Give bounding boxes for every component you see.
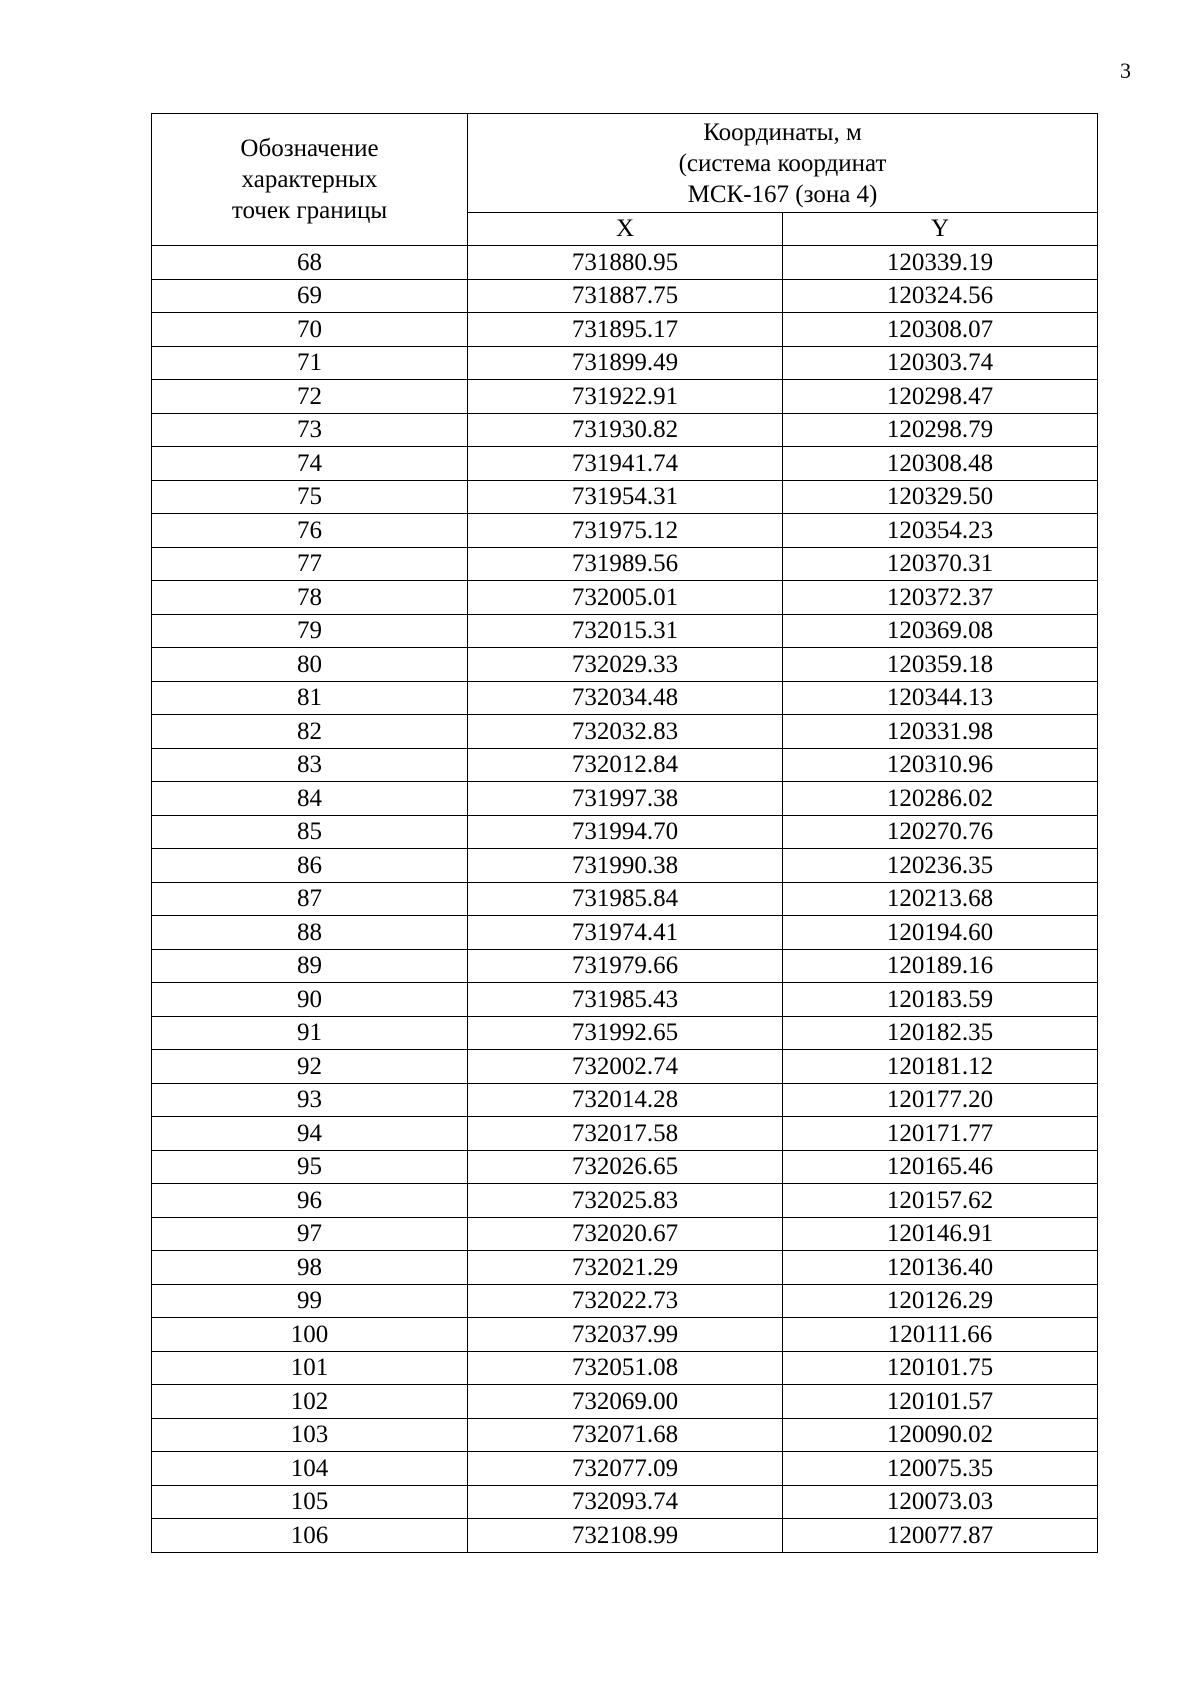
x-coordinate-cell: 731930.82 <box>468 413 783 447</box>
y-coordinate-cell: 120310.96 <box>783 748 1098 782</box>
y-coordinate-cell: 120286.02 <box>783 782 1098 816</box>
y-coordinate-cell: 120324.56 <box>783 279 1098 313</box>
point-cell: 81 <box>152 681 468 715</box>
x-coordinate-cell: 731975.12 <box>468 514 783 548</box>
y-coordinate-cell: 120111.66 <box>783 1318 1098 1352</box>
point-cell: 95 <box>152 1150 468 1184</box>
y-coordinate-cell: 120236.35 <box>783 849 1098 883</box>
y-coordinate-cell: 120354.23 <box>783 514 1098 548</box>
table-row <box>152 916 1098 950</box>
x-coordinate-cell: 732071.68 <box>468 1418 783 1452</box>
point-cell: 90 <box>152 983 468 1017</box>
coordinates-header-line: Координаты, м <box>703 118 862 146</box>
x-coordinate-cell: 731985.43 <box>468 983 783 1017</box>
y-coordinate-cell: 120369.08 <box>783 614 1098 648</box>
table-row <box>152 1083 1098 1117</box>
table-row <box>152 447 1098 481</box>
point-cell: 105 <box>152 1485 468 1519</box>
point-cell: 102 <box>152 1385 468 1419</box>
table-row <box>152 1150 1098 1184</box>
x-coordinate-cell: 731989.56 <box>468 547 783 581</box>
x-coordinate-cell: 731922.91 <box>468 380 783 414</box>
page-number: 3 <box>1120 58 1131 83</box>
x-coordinate-cell: 732026.65 <box>468 1150 783 1184</box>
point-cell: 104 <box>152 1452 468 1486</box>
point-header-line: характерных <box>241 166 378 193</box>
coordinates-table <box>151 113 1098 1553</box>
x-coordinate-cell: 732108.99 <box>468 1519 783 1553</box>
table-row <box>152 782 1098 816</box>
y-coordinate-cell: 120090.02 <box>783 1418 1098 1452</box>
x-column-header: X <box>468 213 783 246</box>
coordinates-header-line: МСК-167 (зона 4) <box>687 180 878 208</box>
point-cell: 88 <box>152 916 468 950</box>
table-row <box>152 313 1098 347</box>
x-coordinate-cell: 731887.75 <box>468 279 783 313</box>
x-coordinate-cell: 731997.38 <box>468 782 783 816</box>
point-cell: 71 <box>152 346 468 380</box>
x-coordinate-cell: 731899.49 <box>468 346 783 380</box>
y-coordinate-cell: 120270.76 <box>783 815 1098 849</box>
y-coordinate-cell: 120171.77 <box>783 1117 1098 1151</box>
y-coordinate-cell: 120077.87 <box>783 1519 1098 1553</box>
point-cell: 92 <box>152 1050 468 1084</box>
y-coordinate-cell: 120101.75 <box>783 1351 1098 1385</box>
point-cell: 106 <box>152 1519 468 1553</box>
table-row <box>152 949 1098 983</box>
table-row <box>152 1251 1098 1285</box>
y-coordinate-cell: 120183.59 <box>783 983 1098 1017</box>
x-coordinate-cell: 732012.84 <box>468 748 783 782</box>
table-row <box>152 1318 1098 1352</box>
y-coordinate-cell: 120370.31 <box>783 547 1098 581</box>
point-header-line: Обозначение <box>240 135 379 162</box>
point-cell: 77 <box>152 547 468 581</box>
point-cell: 79 <box>152 614 468 648</box>
y-coordinate-cell: 120177.20 <box>783 1083 1098 1117</box>
point-cell: 94 <box>152 1117 468 1151</box>
point-cell: 100 <box>152 1318 468 1352</box>
x-coordinate-cell: 731974.41 <box>468 916 783 950</box>
table-row <box>152 1117 1098 1151</box>
point-cell: 101 <box>152 1351 468 1385</box>
table-row <box>152 983 1098 1017</box>
point-cell: 85 <box>152 815 468 849</box>
table-row <box>152 614 1098 648</box>
header-row-main <box>152 114 1098 213</box>
table-row <box>152 1184 1098 1218</box>
table-row <box>152 815 1098 849</box>
x-coordinate-cell: 732032.83 <box>468 715 783 749</box>
y-coordinate-cell: 120181.12 <box>783 1050 1098 1084</box>
coordinates-header-line: (система координат <box>678 149 887 177</box>
y-coordinate-cell: 120146.91 <box>783 1217 1098 1251</box>
x-coordinate-cell: 731954.31 <box>468 480 783 514</box>
x-coordinate-cell: 731994.70 <box>468 815 783 849</box>
point-cell: 69 <box>152 279 468 313</box>
x-coordinate-cell: 732069.00 <box>468 1385 783 1419</box>
x-coordinate-cell: 731985.84 <box>468 882 783 916</box>
point-cell: 78 <box>152 581 468 615</box>
x-coordinate-cell: 732014.28 <box>468 1083 783 1117</box>
y-coordinate-cell: 120101.57 <box>783 1385 1098 1419</box>
x-coordinate-cell: 731992.65 <box>468 1016 783 1050</box>
y-coordinate-cell: 120194.60 <box>783 916 1098 950</box>
point-cell: 99 <box>152 1284 468 1318</box>
y-coordinate-cell: 120331.98 <box>783 715 1098 749</box>
x-coordinate-cell: 732017.58 <box>468 1117 783 1151</box>
x-coordinate-cell: 732034.48 <box>468 681 783 715</box>
x-coordinate-cell: 732021.29 <box>468 1251 783 1285</box>
table-row <box>152 1485 1098 1519</box>
table-row <box>152 1351 1098 1385</box>
table-row <box>152 715 1098 749</box>
point-cell: 72 <box>152 380 468 414</box>
point-cell: 89 <box>152 949 468 983</box>
y-coordinate-cell: 120126.29 <box>783 1284 1098 1318</box>
point-cell: 84 <box>152 782 468 816</box>
table-body <box>152 246 1098 1553</box>
x-coordinate-cell: 732051.08 <box>468 1351 783 1385</box>
table-row <box>152 1016 1098 1050</box>
y-coordinate-cell: 120075.35 <box>783 1452 1098 1486</box>
y-coordinate-cell: 120182.35 <box>783 1016 1098 1050</box>
x-coordinate-cell: 732093.74 <box>468 1485 783 1519</box>
table-row <box>152 246 1098 280</box>
point-cell: 86 <box>152 849 468 883</box>
table-row <box>152 346 1098 380</box>
point-cell: 83 <box>152 748 468 782</box>
point-cell: 73 <box>152 413 468 447</box>
table-row <box>152 681 1098 715</box>
coordinates-header <box>468 114 1098 213</box>
table-row <box>152 1385 1098 1419</box>
x-coordinate-cell: 732015.31 <box>468 614 783 648</box>
point-cell: 87 <box>152 882 468 916</box>
x-coordinate-cell: 731990.38 <box>468 849 783 883</box>
y-coordinate-cell: 120213.68 <box>783 882 1098 916</box>
x-coordinate-cell: 732022.73 <box>468 1284 783 1318</box>
point-cell: 91 <box>152 1016 468 1050</box>
table-header <box>152 114 1098 246</box>
y-coordinate-cell: 120372.37 <box>783 581 1098 615</box>
x-coordinate-cell: 731979.66 <box>468 949 783 983</box>
table-row <box>152 413 1098 447</box>
y-coordinate-cell: 120189.16 <box>783 949 1098 983</box>
x-coordinate-cell: 731880.95 <box>468 246 783 280</box>
y-coordinate-cell: 120073.03 <box>783 1485 1098 1519</box>
x-coordinate-cell: 732037.99 <box>468 1318 783 1352</box>
y-coordinate-cell: 120298.47 <box>783 380 1098 414</box>
point-cell: 80 <box>152 648 468 682</box>
table-row <box>152 480 1098 514</box>
table-row <box>152 1519 1098 1553</box>
table-row <box>152 581 1098 615</box>
y-column-header: Y <box>783 213 1098 246</box>
x-coordinate-cell: 732029.33 <box>468 648 783 682</box>
y-coordinate-cell: 120157.62 <box>783 1184 1098 1218</box>
point-header-line: точек границы <box>231 197 388 224</box>
point-cell: 96 <box>152 1184 468 1218</box>
table-row <box>152 279 1098 313</box>
y-coordinate-cell: 120165.46 <box>783 1150 1098 1184</box>
table-row <box>152 849 1098 883</box>
table-row <box>152 380 1098 414</box>
y-coordinate-cell: 120329.50 <box>783 480 1098 514</box>
table-row <box>152 547 1098 581</box>
point-designation-header <box>152 114 468 246</box>
y-coordinate-cell: 120136.40 <box>783 1251 1098 1285</box>
y-coordinate-cell: 120303.74 <box>783 346 1098 380</box>
table-row <box>152 1452 1098 1486</box>
y-coordinate-cell: 120344.13 <box>783 681 1098 715</box>
y-coordinate-cell: 120339.19 <box>783 246 1098 280</box>
point-cell: 97 <box>152 1217 468 1251</box>
point-cell: 70 <box>152 313 468 347</box>
point-cell: 74 <box>152 447 468 481</box>
y-coordinate-cell: 120298.79 <box>783 413 1098 447</box>
x-coordinate-cell: 732002.74 <box>468 1050 783 1084</box>
y-coordinate-cell: 120308.48 <box>783 447 1098 481</box>
table-row <box>152 1418 1098 1452</box>
x-coordinate-cell: 732077.09 <box>468 1452 783 1486</box>
point-cell: 98 <box>152 1251 468 1285</box>
point-cell: 75 <box>152 480 468 514</box>
point-cell: 76 <box>152 514 468 548</box>
x-coordinate-cell: 732020.67 <box>468 1217 783 1251</box>
x-coordinate-cell: 732025.83 <box>468 1184 783 1218</box>
table-row <box>152 1050 1098 1084</box>
table-row <box>152 1284 1098 1318</box>
point-cell: 82 <box>152 715 468 749</box>
table-row <box>152 882 1098 916</box>
table-row <box>152 1217 1098 1251</box>
table-row <box>152 648 1098 682</box>
x-coordinate-cell: 731895.17 <box>468 313 783 347</box>
x-coordinate-cell: 732005.01 <box>468 581 783 615</box>
table-row <box>152 514 1098 548</box>
y-coordinate-cell: 120308.07 <box>783 313 1098 347</box>
y-coordinate-cell: 120359.18 <box>783 648 1098 682</box>
x-coordinate-cell: 731941.74 <box>468 447 783 481</box>
point-cell: 103 <box>152 1418 468 1452</box>
point-cell: 68 <box>152 246 468 280</box>
point-cell: 93 <box>152 1083 468 1117</box>
table-row <box>152 748 1098 782</box>
